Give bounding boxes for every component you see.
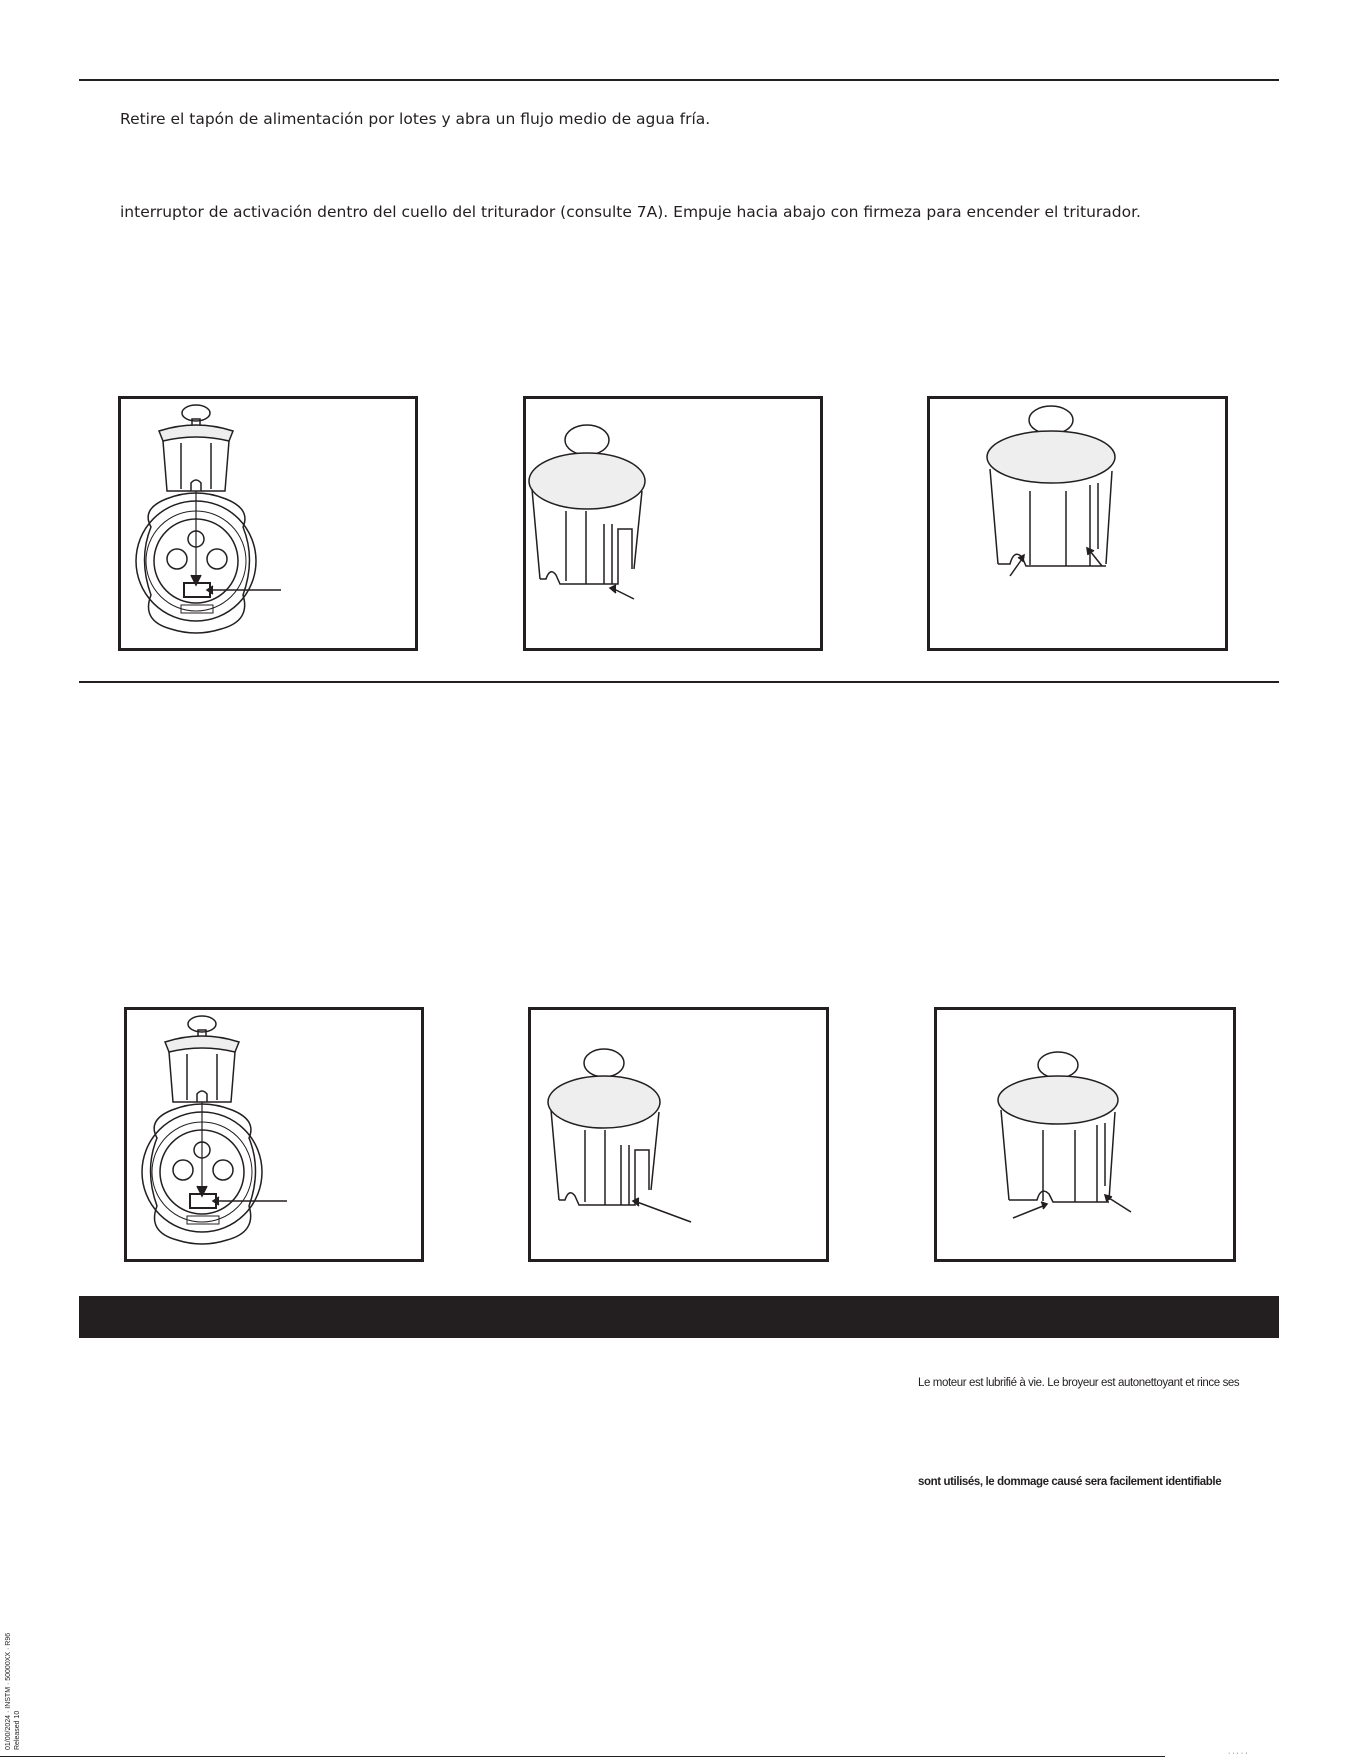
instruction-line-2: interruptor de activación dentro del cuello del triturador (consulte 7A). Empuje hacia abajo con firmeza para encender el triturador. (120, 203, 1141, 221)
stopper-front-illustration (930, 399, 1225, 648)
footer-tail-text: · · · · · (1228, 1750, 1248, 1757)
maintenance-text-line-2: sont utilisés, le dommage causé sera facilement identifiable (918, 1476, 1222, 1488)
instruction-line-1: Retire el tapón de alimentación por lotes y abra un flujo medio de agua fría. (120, 110, 711, 128)
figure-stopper-tabs-2 (934, 1007, 1236, 1262)
figure-stopper-side-notch (523, 396, 823, 651)
stopper-side-illustration-2 (531, 1010, 826, 1259)
middle-divider (79, 681, 1279, 683)
disposer-top-view-illustration-2 (127, 1010, 421, 1259)
top-divider (79, 79, 1279, 81)
maintenance-text-line-1: Le moteur est lubrifié à vie. Le broyeur est autonettoyant et rince ses (918, 1377, 1240, 1389)
stopper-front-illustration-2 (937, 1010, 1233, 1259)
figure-stopper-insertion (118, 396, 418, 651)
footer-document-code: 01/00/2024 · INSTM · 50000XX · R96 Released 10 (5, 1632, 21, 1750)
stopper-side-illustration (526, 399, 820, 648)
section-header-bar (79, 1296, 1279, 1338)
bottom-rule (0, 1756, 1165, 1757)
figure-stopper-tabs (927, 396, 1228, 651)
figure-stopper-side-notch-2 (528, 1007, 829, 1262)
figure-stopper-insertion-2 (124, 1007, 424, 1262)
disposer-top-view-illustration (121, 399, 415, 648)
